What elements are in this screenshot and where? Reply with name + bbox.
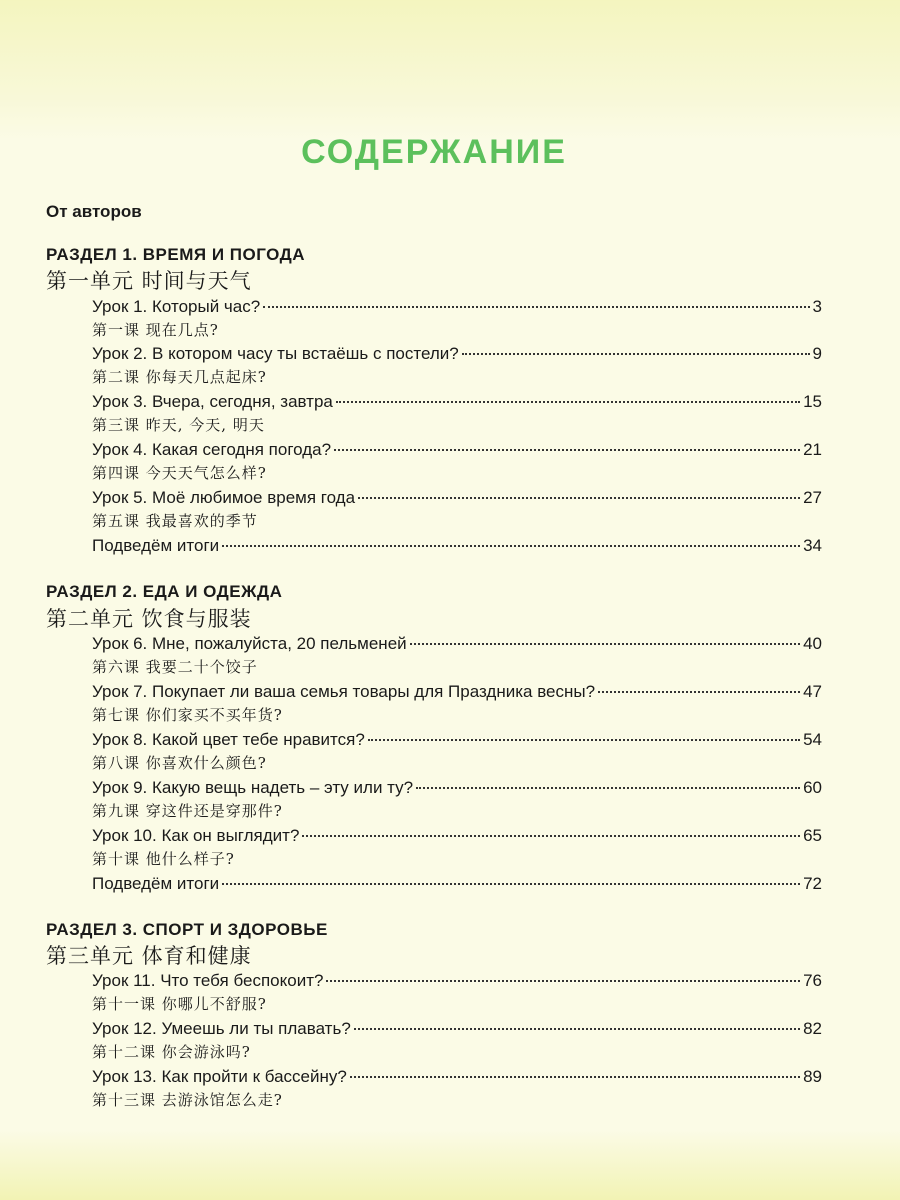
page-number: 27 xyxy=(803,488,822,507)
toc-row-lesson-10 xyxy=(92,825,822,847)
lesson-title: Урок 9. Какую вещь надеть – эту или ту? xyxy=(92,778,414,797)
page-number: 34 xyxy=(803,536,822,555)
toc-row-lesson-1 xyxy=(92,296,822,318)
leader-dots xyxy=(354,1028,800,1030)
leader-dots xyxy=(416,787,800,789)
section-3-title: РАЗДЕЛ 3. СПОРТ И ЗДОРОВЬЕ xyxy=(46,920,328,939)
lesson-title: Урок 12. Умеешь ли ты плавать? xyxy=(92,1019,351,1038)
toc-row-lesson-7 xyxy=(92,681,822,703)
page-number: 54 xyxy=(803,730,822,749)
toc-row-summary-1 xyxy=(92,535,822,557)
page-number: 76 xyxy=(803,971,822,990)
section-3-zh: 第三单元 体育和健康 xyxy=(46,944,252,968)
leader-dots xyxy=(598,691,800,693)
lesson-12-zh: 第十二课 你会游泳吗? xyxy=(92,1043,251,1061)
leader-dots xyxy=(222,545,800,547)
toc-row-summary-2 xyxy=(92,873,822,895)
page-number: 47 xyxy=(803,682,822,701)
section-1-zh: 第一单元 时间与天气 xyxy=(46,269,252,293)
lesson-5-zh: 第五课 我最喜欢的季节 xyxy=(92,512,258,530)
lesson-3-zh: 第三课 昨天, 今天, 明天 xyxy=(92,416,265,434)
page-number: 60 xyxy=(803,778,822,797)
toc-row-lesson-3 xyxy=(92,391,822,413)
authors-entry: От авторов xyxy=(46,202,142,221)
lesson-title: Урок 10. Как он выглядит? xyxy=(92,826,300,845)
leader-dots xyxy=(302,835,800,837)
page-number: 82 xyxy=(803,1019,822,1038)
lesson-title: Урок 11. Что тебя беспокоит? xyxy=(92,971,324,990)
lesson-7-zh: 第七课 你们家买不买年货? xyxy=(92,706,283,724)
section-2-zh: 第二单元 饮食与服装 xyxy=(46,607,252,631)
lesson-8-zh: 第八课 你喜欢什么颜色? xyxy=(92,754,267,772)
lesson-6-zh: 第六课 我要二十个饺子 xyxy=(92,658,258,676)
lesson-title: Урок 4. Какая сегодня погода? xyxy=(92,440,332,459)
leader-dots xyxy=(350,1076,800,1078)
lesson-title: Урок 6. Мне, пожалуйста, 20 пельменей xyxy=(92,634,407,653)
page-title: СОДЕРЖАНИЕ xyxy=(301,133,567,171)
leader-dots xyxy=(326,980,800,982)
toc-row-lesson-12 xyxy=(92,1018,822,1040)
leader-dots xyxy=(410,643,800,645)
lesson-title: Урок 5. Моё любимое время года xyxy=(92,488,356,507)
toc-row-lesson-11 xyxy=(92,970,822,992)
toc-row-lesson-5 xyxy=(92,487,822,509)
toc-row-lesson-9 xyxy=(92,777,822,799)
lesson-13-zh: 第十三课 去游泳馆怎么走? xyxy=(92,1091,283,1109)
summary-title: Подведём итоги xyxy=(92,536,220,555)
lesson-title: Урок 2. В котором часу ты встаёшь с постели? xyxy=(92,344,459,363)
lesson-11-zh: 第十一课 你哪儿不舒服? xyxy=(92,995,267,1013)
page-number: 15 xyxy=(803,392,822,411)
section-1-title: РАЗДЕЛ 1. ВРЕМЯ И ПОГОДА xyxy=(46,245,306,264)
toc-row-lesson-13 xyxy=(92,1066,822,1088)
section-2-title: РАЗДЕЛ 2. ЕДА И ОДЕЖДА xyxy=(46,582,283,601)
toc-row-lesson-2 xyxy=(92,343,822,365)
summary-title: Подведём итоги xyxy=(92,874,220,893)
lesson-title: Урок 1. Который час? xyxy=(92,297,261,316)
lesson-9-zh: 第九课 穿这件还是穿那件? xyxy=(92,802,283,820)
page-number: 65 xyxy=(803,826,822,845)
lesson-1-zh: 第一课 现在几点? xyxy=(92,321,219,339)
lesson-2-zh: 第二课 你每天几点起床? xyxy=(92,368,267,386)
leader-dots xyxy=(462,353,810,355)
toc-row-lesson-8 xyxy=(92,729,822,751)
lesson-title: Урок 8. Какой цвет тебе нравится? xyxy=(92,730,365,749)
page-number: 9 xyxy=(812,344,822,363)
page-number: 21 xyxy=(803,440,822,459)
leader-dots xyxy=(358,497,800,499)
contents-page xyxy=(46,0,822,1200)
leader-dots xyxy=(222,883,800,885)
page-number: 89 xyxy=(803,1067,822,1086)
lesson-title: Урок 13. Как пройти к бассейну? xyxy=(92,1067,347,1086)
toc-row-lesson-6 xyxy=(92,633,822,655)
leader-dots xyxy=(263,306,809,308)
lesson-10-zh: 第十课 他什么样子? xyxy=(92,850,235,868)
leader-dots xyxy=(336,401,800,403)
leader-dots xyxy=(368,739,800,741)
lesson-title: Урок 3. Вчера, сегодня, завтра xyxy=(92,392,333,411)
lesson-4-zh: 第四课 今天天气怎么样? xyxy=(92,464,267,482)
page-number: 40 xyxy=(803,634,822,653)
leader-dots xyxy=(334,449,800,451)
toc-row-lesson-4 xyxy=(92,439,822,461)
lesson-title: Урок 7. Покупает ли ваша семья товары для Праздника весны? xyxy=(92,682,596,701)
page-number: 72 xyxy=(803,874,822,893)
page-number: 3 xyxy=(812,297,822,316)
